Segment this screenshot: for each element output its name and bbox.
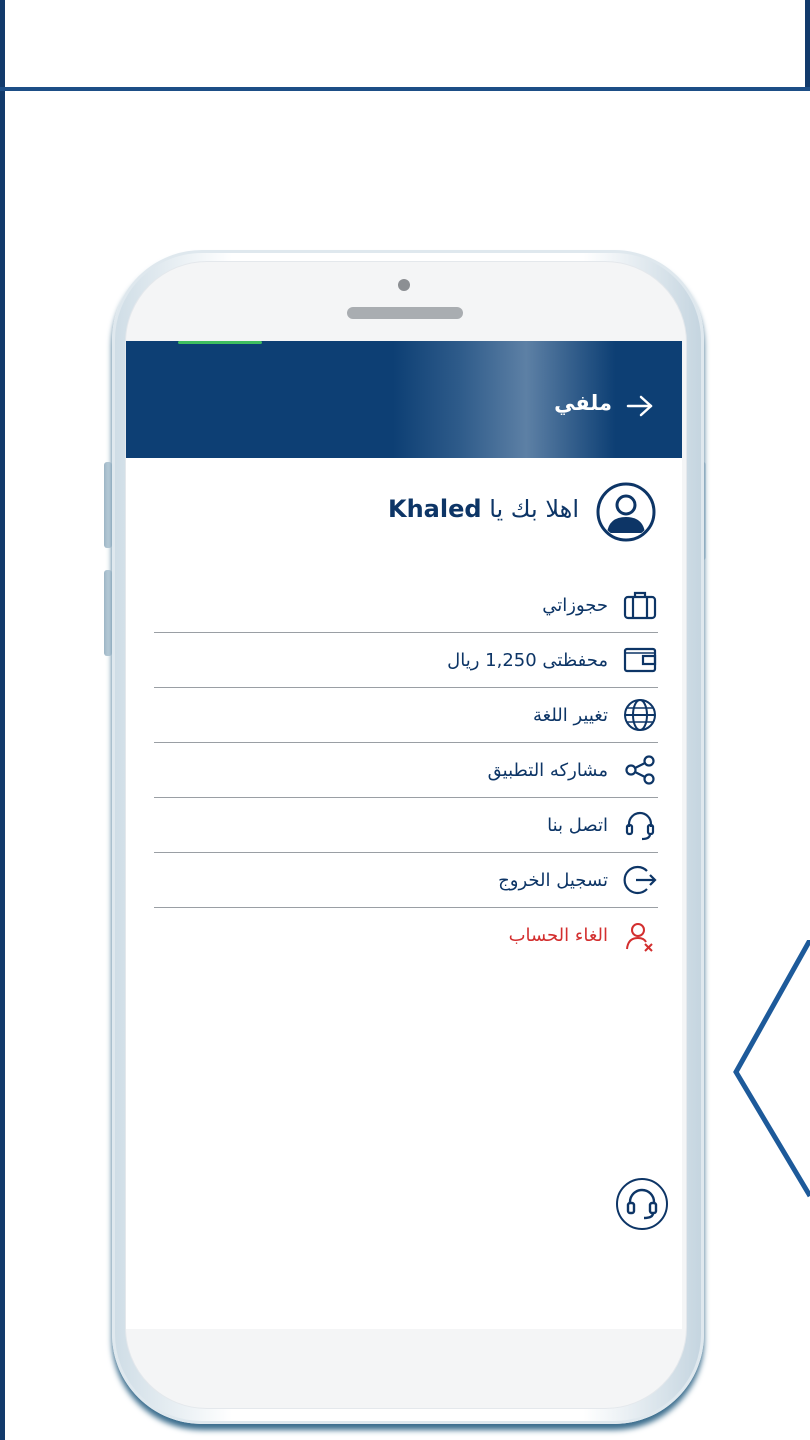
user-avatar-icon[interactable]	[595, 481, 657, 543]
phone-side-button	[104, 462, 112, 548]
support-chat-button[interactable]	[616, 1178, 668, 1230]
frame-right-border	[805, 0, 810, 90]
phone-speaker	[347, 307, 463, 319]
wallet-icon	[622, 642, 658, 678]
menu-item-logout[interactable]	[154, 853, 658, 908]
welcome-greeting: اهلا بك يا Khaled	[387, 495, 579, 523]
menu-item-label: تسجيل الخروج	[498, 869, 608, 891]
menu-item-contact[interactable]	[154, 798, 658, 853]
briefcase-icon	[622, 587, 658, 623]
page-title: ملفي	[554, 391, 612, 415]
profile-menu	[154, 578, 658, 963]
menu-item-label: اتصل بنا	[547, 814, 608, 836]
logout-icon	[622, 862, 658, 898]
headset-icon	[622, 807, 658, 843]
menu-item-bookings[interactable]	[154, 578, 658, 633]
menu-item-share[interactable]	[154, 743, 658, 798]
status-indicator	[178, 341, 262, 344]
arrow-right-icon[interactable]	[626, 394, 654, 418]
menu-item-language[interactable]	[154, 688, 658, 743]
frame-top-divider	[0, 87, 810, 91]
user-name: Khaled	[387, 495, 482, 523]
phone-side-button	[104, 570, 112, 656]
menu-item-wallet[interactable]	[154, 633, 658, 688]
menu-item-delete-account[interactable]	[154, 908, 658, 963]
delete-user-icon	[622, 918, 658, 954]
menu-item-label: محفظتى 1,250 ريال	[447, 649, 608, 671]
menu-item-label: مشاركه التطبيق	[487, 759, 608, 781]
welcome-section	[126, 481, 682, 543]
menu-item-label: حجوزاتي	[542, 594, 608, 616]
menu-item-label: تغيير اللغة	[533, 704, 608, 726]
app-screen	[126, 341, 682, 1329]
frame-left-border	[0, 0, 5, 1440]
phone-camera	[398, 279, 410, 291]
menu-item-label: الغاء الحساب	[508, 925, 608, 946]
app-header	[126, 341, 682, 458]
decorative-chevron	[730, 940, 810, 1210]
globe-icon	[622, 697, 658, 733]
share-icon	[622, 752, 658, 788]
